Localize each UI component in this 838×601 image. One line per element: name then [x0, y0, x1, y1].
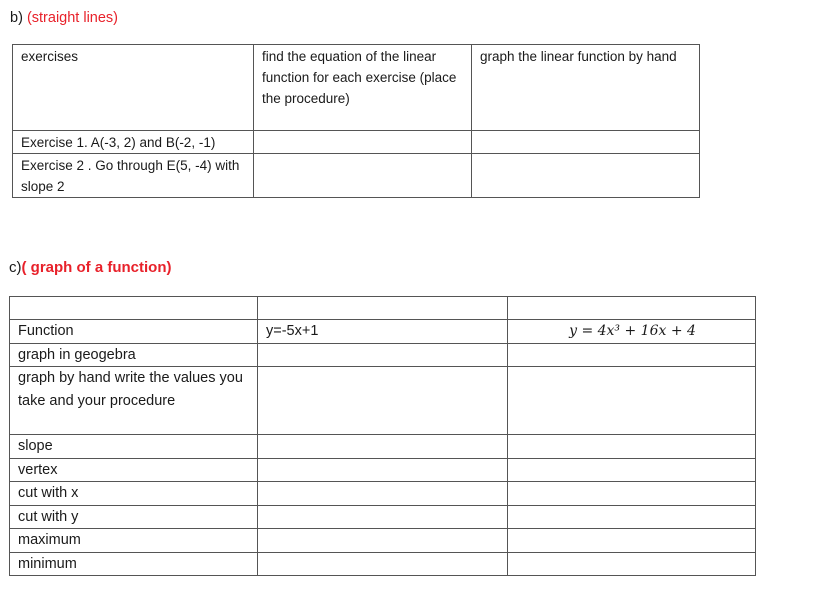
table-header-row	[13, 45, 700, 131]
exercise-1-cell: Exercise 1. A(-3, 2) and B(-2, -1)	[13, 131, 254, 154]
straight-lines-table	[12, 44, 700, 198]
table-row	[10, 529, 756, 553]
table-row	[13, 131, 700, 154]
function-label: Function	[10, 320, 258, 344]
blank-cell	[10, 297, 258, 320]
row-label: maximum	[10, 529, 258, 553]
graph-of-function-table	[9, 296, 756, 576]
answer-cell[interactable]	[508, 482, 756, 506]
table-row	[10, 482, 756, 506]
header-graph-by-hand: graph the linear function by hand	[472, 45, 700, 131]
section-c-title: ( graph of a function)	[21, 259, 172, 276]
row-label: graph in geogebra	[10, 343, 258, 367]
table-row	[10, 552, 756, 576]
answer-cell[interactable]	[508, 343, 756, 367]
blank-cell	[508, 297, 756, 320]
row-label: cut with x	[10, 482, 258, 506]
answer-cell[interactable]	[258, 505, 508, 529]
table-row	[10, 505, 756, 529]
answer-cell[interactable]	[508, 367, 756, 435]
table-row	[10, 458, 756, 482]
table-row-blank	[10, 297, 756, 320]
table-row	[13, 154, 700, 198]
row-label: cut with y	[10, 505, 258, 529]
function-row	[10, 320, 756, 344]
exercise-2-cell: Exercise 2 . Go through E(5, -4) with slope 2	[13, 154, 254, 198]
answer-cell[interactable]	[258, 458, 508, 482]
answer-cell[interactable]	[258, 343, 508, 367]
answer-cell[interactable]	[508, 529, 756, 553]
answer-cell[interactable]	[508, 435, 756, 459]
answer-cell[interactable]	[258, 367, 508, 435]
row-label: slope	[10, 435, 258, 459]
section-c-prefix: c)	[9, 259, 22, 276]
answer-cell[interactable]	[258, 529, 508, 553]
header-exercises: exercises	[13, 45, 254, 131]
blank-cell	[258, 297, 508, 320]
section-b-title: (straight lines)	[26, 10, 118, 26]
section-c-heading	[9, 259, 171, 276]
section-b-prefix: b)	[10, 10, 23, 26]
answer-cell[interactable]	[508, 505, 756, 529]
section-b-heading	[10, 10, 118, 26]
exercise-1-graph-cell[interactable]	[472, 131, 700, 154]
table-row	[10, 343, 756, 367]
answer-cell[interactable]	[508, 458, 756, 482]
row-label: graph by hand write the values you take and your procedure	[10, 367, 258, 435]
row-label: minimum	[10, 552, 258, 576]
exercise-2-equation-cell[interactable]	[254, 154, 472, 198]
exercise-2-graph-cell[interactable]	[472, 154, 700, 198]
function-2: y = 4x³ + 16x + 4	[508, 320, 756, 344]
answer-cell[interactable]	[508, 552, 756, 576]
exercise-1-equation-cell[interactable]	[254, 131, 472, 154]
row-label: vertex	[10, 458, 258, 482]
table-row	[10, 367, 756, 435]
table-row	[10, 435, 756, 459]
answer-cell[interactable]	[258, 435, 508, 459]
answer-cell[interactable]	[258, 482, 508, 506]
answer-cell[interactable]	[258, 552, 508, 576]
header-find-equation: find the equation of the linear function for each exercise (place the procedure)	[254, 45, 472, 131]
function-1: y=-5x+1	[258, 320, 508, 344]
